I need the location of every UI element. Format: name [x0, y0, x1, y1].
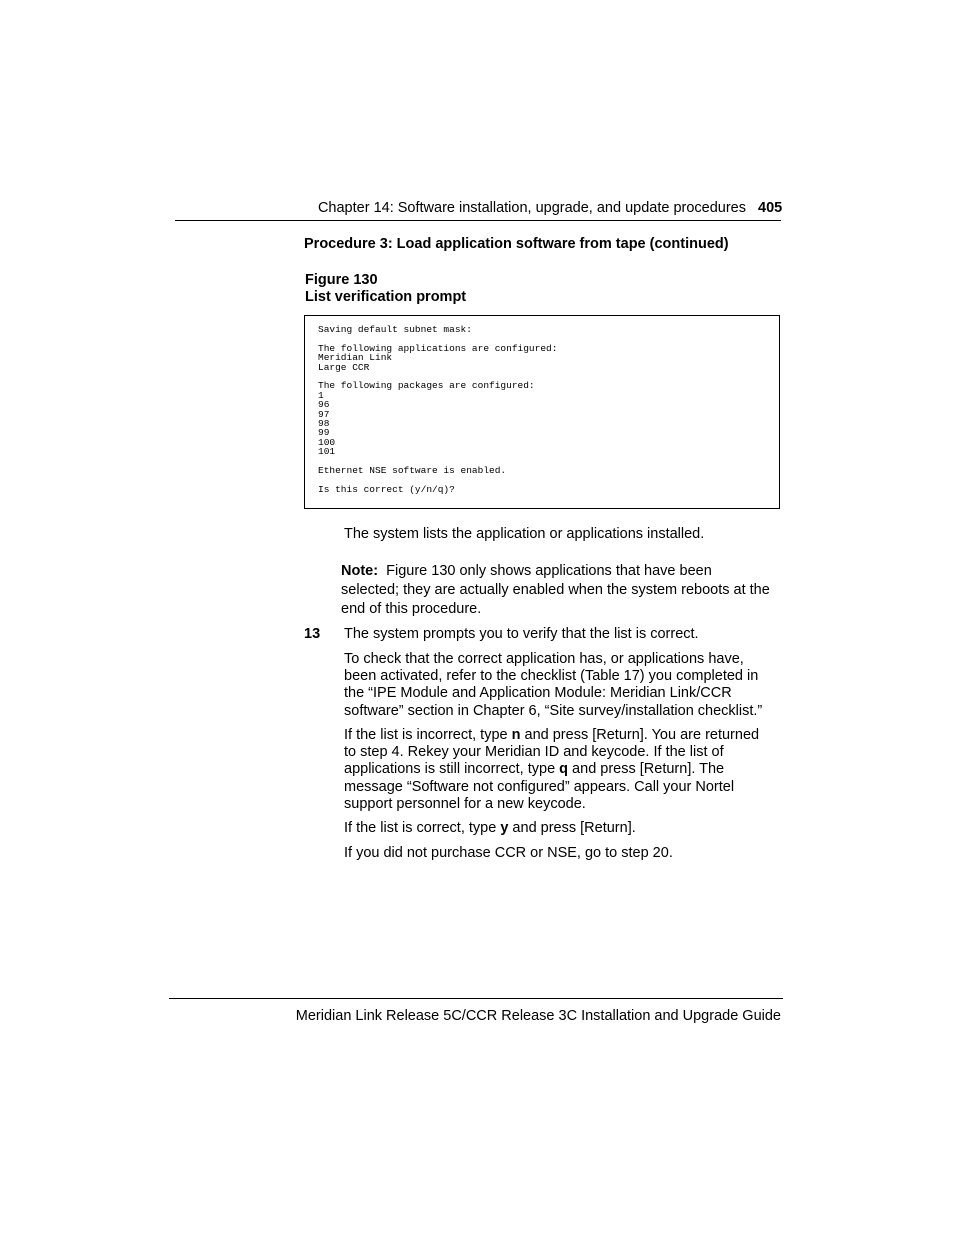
terminal-output: Saving default subnet mask: The following applications are configured: Meridian Link Large CCR The following packages are configured: 1 96 97 98 99 100 101 Ethernet NSE software is enabled. Is this correct (y/n/q)?: [318, 324, 558, 495]
key-y: y: [500, 820, 509, 836]
p3-part-b: and press [Return]. You are returned to step 4. Rekey your Meridian ID and keycode. If the list of applications is still incorrect, type: [344, 727, 760, 778]
key-n: n: [511, 727, 521, 743]
paragraph-list-correct: [344, 820, 774, 837]
paragraph-list-incorrect: [344, 727, 774, 813]
footer-rule: [169, 998, 783, 999]
running-header: Chapter 14: Software installation, upgrade, and update procedures: [317, 200, 746, 216]
page-number: 405: [758, 200, 783, 216]
p3-part-c: and press [Return]. The message “Software not configured” appears. Call your Nortel support personnel for a new keycode.: [344, 761, 735, 812]
step-number: 13: [304, 626, 321, 642]
figure-number: Figure 130: [305, 272, 378, 288]
paragraph-system-lists: The system lists the application or applications installed.: [344, 526, 705, 542]
terminal-screen-figure: [304, 315, 780, 509]
key-q: q: [559, 761, 569, 778]
figure-caption: List verification prompt: [305, 289, 467, 305]
p3-part-a: If the list is incorrect, type: [344, 727, 512, 743]
step-text: The system prompts you to verify that the list is correct.: [344, 626, 699, 642]
note-label: Note:: [341, 563, 379, 579]
header-rule: [175, 220, 781, 221]
note-paragraph: [341, 562, 771, 619]
p4-part-a: If the list is correct, type: [344, 820, 501, 836]
note-text: Figure 130 only shows applications that have been selected; they are actually enabled when the system reboots at the end of this procedure.: [341, 563, 770, 617]
p4-part-b: and press [Return].: [508, 820, 636, 836]
running-footer: Meridian Link Release 5C/CCR Release 3C Installation and Upgrade Guide: [295, 1008, 781, 1024]
paragraph-check-applications: To check that the correct application has, or applications have, been activated, refer to the checklist (Table 17) you completed in the “IPE Module and Application Module: Meridian Link/CCR software” section in Chapter 6, “Site survey/installation checklist.”: [344, 651, 763, 719]
procedure-title: Procedure 3: Load application software from tape (continued): [304, 236, 729, 252]
paragraph-go-to-step: If you did not purchase CCR or NSE, go to step 20.: [344, 845, 673, 861]
